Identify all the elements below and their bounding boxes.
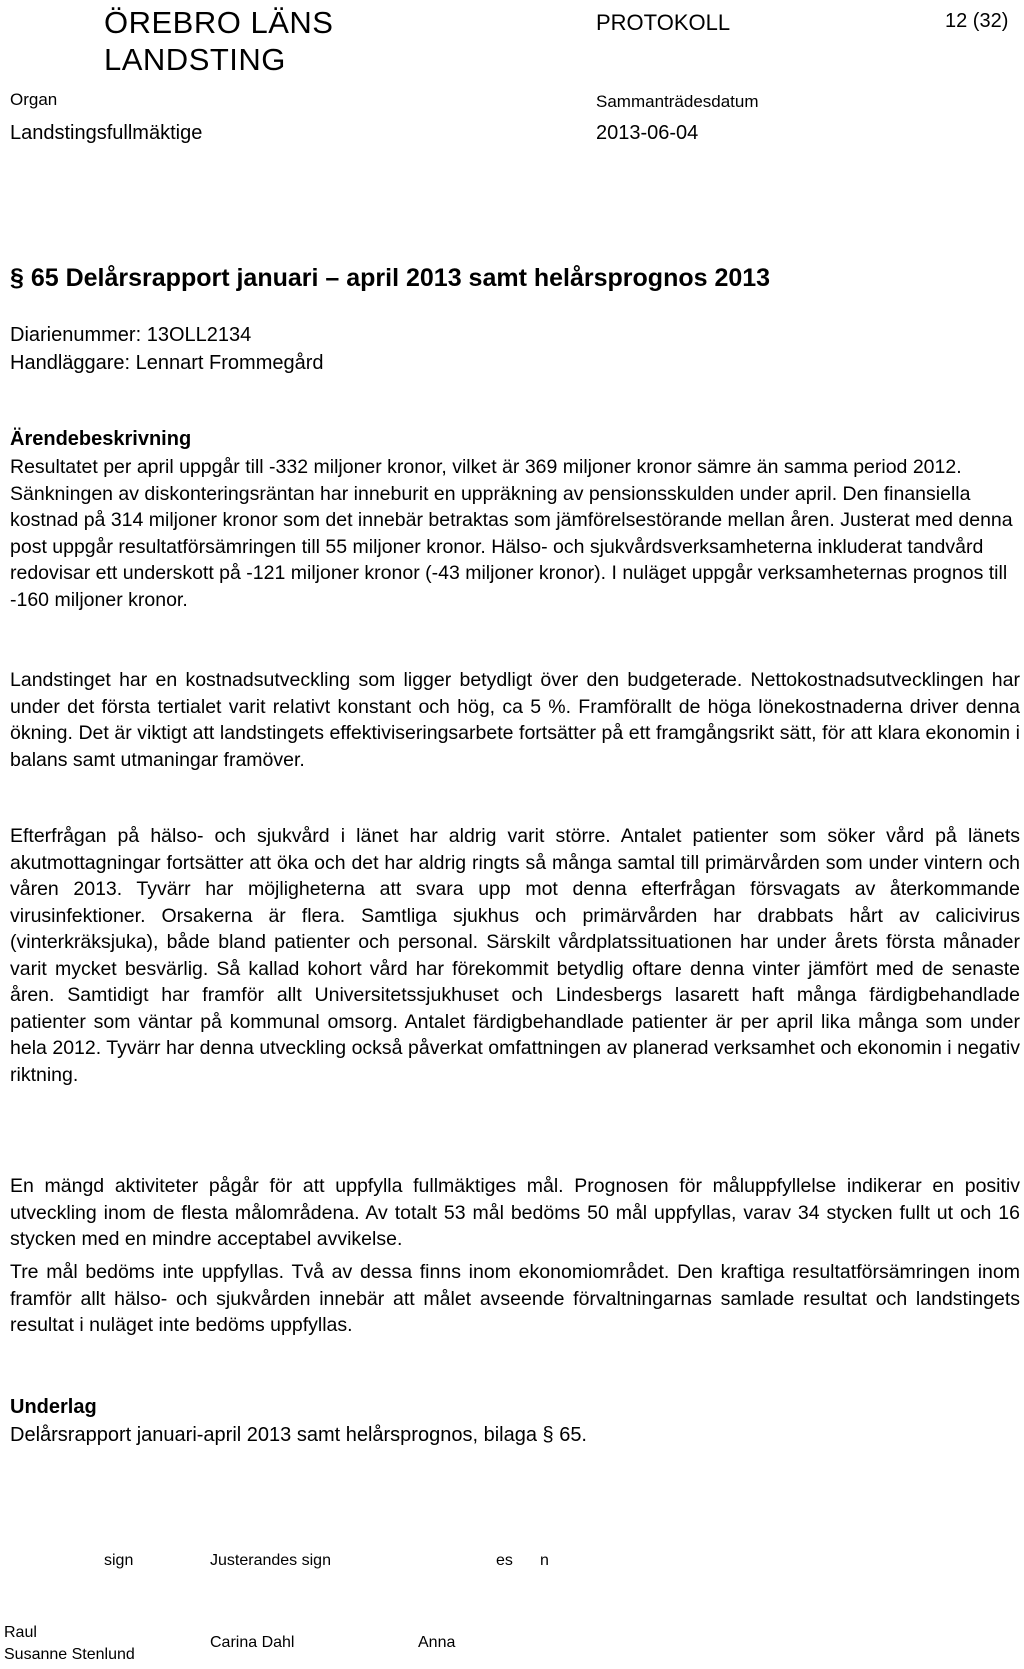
diarienummer: Diarienummer: 13OLL2134 (10, 324, 252, 346)
arendebeskrivning-heading: Ärendebeskrivning (10, 428, 192, 450)
organ-value: Landstingsfullmäktige (10, 122, 203, 144)
signatory-carina: Carina Dahl (210, 1634, 295, 1651)
n-label: n (540, 1552, 549, 1569)
meeting-date-value: 2013-06-04 (596, 122, 699, 144)
organization-logo (104, 4, 333, 78)
paragraph-demand: Efterfrågan på hälso- och sjukvård i länet har aldrig varit större. Antalet patienter som söker vård på länets akutmottagningar fortsätter att öka och det har aldrig ringts så många samtal till primärvården som under vintern och våren 2013. Tyvärr har möjligheterna att svara upp mot denna efterfrågan försvagats av återkommande virusinfektioner. Orsakerna är flera. Samtliga sjukhus och primärvården har drabbats hårt av calicivirus (vinterkräksjuka), både bland patienter och personal. Särskilt vårdplatssituationen har under årets första månader varit mycket besvärlig. Så kallad kohort vård har förekommit betydlig oftare denna vinter jämfört med de senaste åren. Samtidigt har framför allt Universitetssjukhuset och Lindesbergs lasarett haft många färdigbehandlade patienter som väntar på kommunal omsorg. Antalet färdigbehandlade patienter är per april lika många som under hela 2012. Tyvärr har denna utveckling också påverkat omfattningen av planerad verksamhet och ekonomin i negativ riktning. (10, 825, 1020, 1086)
handlaggare: Handläggare: Lennart Frommegård (10, 352, 324, 374)
meeting-date-label: Sammanträdesdatum (596, 92, 759, 111)
signatory-susanne: Susanne Stenlund (4, 1646, 135, 1663)
signatory-raul: Raul (4, 1624, 37, 1641)
paragraph-goals: En mängd aktiviteter pågår för att uppfylla fullmäktiges mål. Prognosen för måluppfyllelse indikerar en positiv utveckling inom de flesta målområdena. Av totalt 53 mål bedöms 50 mål uppfyllas, varav 34 stycken fullt ut och 16 stycken med en mindre acceptabel avvikelse. (10, 1175, 1020, 1250)
underlag-heading: Underlag (10, 1396, 97, 1418)
page-title: § 65 Delårsrapport januari – april 2013 samt helårsprognos 2013 (10, 264, 771, 292)
es-label: es (496, 1552, 513, 1569)
org-name-line1: ÖREBRO LÄNS (104, 5, 334, 40)
sign-label: sign (104, 1552, 134, 1569)
underlag-text: Delårsrapport januari-april 2013 samt helårsprognos, bilaga § 65. (10, 1424, 587, 1446)
organ-label: Organ (10, 90, 58, 109)
org-name-line2: LANDSTING (104, 42, 286, 77)
paragraph-cost-development: Landstinget har en kostnadsutveckling som ligger betydligt över den budgeterade. Nettokostnadsutvecklingen har under det första tertialet varit relativt konstant och hög, ca 5 %. Framförallt de höga lönekostnaderna driver denna ökning. Det är viktigt att landstingets effektiviseringsarbete fortsätter på ett framgångsrikt sätt, för att klara ekonomin i balans samt utmaningar framöver. (10, 669, 1020, 771)
page-number: 12 (32) (945, 10, 1009, 32)
justerandes-sign-label: Justerandes sign (210, 1552, 331, 1569)
paragraph-result: Resultatet per april uppgår till -332 miljoner kronor, vilket är 369 miljoner kronor sämre än samma period 2012. Sänkningen av diskonteringsräntan har inneburit en uppräkning av pensionsskulden under april. Den finansiella kostnad på 314 miljoner kronor som det innebär betraktas som jämförelsestörande mellan åren. Justerat med denna post uppgår resultatförsämringen till 55 miljoner kronor. Hälso- och sjukvårdsverksamheterna inkluderat tandvård redovisar ett underskott på -121 miljoner kronor (-43 miljoner kronor). I nuläget uppgår verksamheternas prognos till -160 miljoner kronor. (10, 456, 1013, 611)
signatory-anna: Anna (418, 1634, 456, 1651)
paragraph-unmet-goals: Tre mål bedöms inte uppfyllas. Två av dessa finns inom ekonomiområdet. Den kraftiga resultatförsämringen inom framför allt hälso- och sjukvården innebär att målet avseende förvaltningarnas samlade resultat och landstingets resultat i nuläget inte bedöms uppfyllas. (10, 1261, 1020, 1336)
document-type: PROTOKOLL (596, 10, 731, 35)
